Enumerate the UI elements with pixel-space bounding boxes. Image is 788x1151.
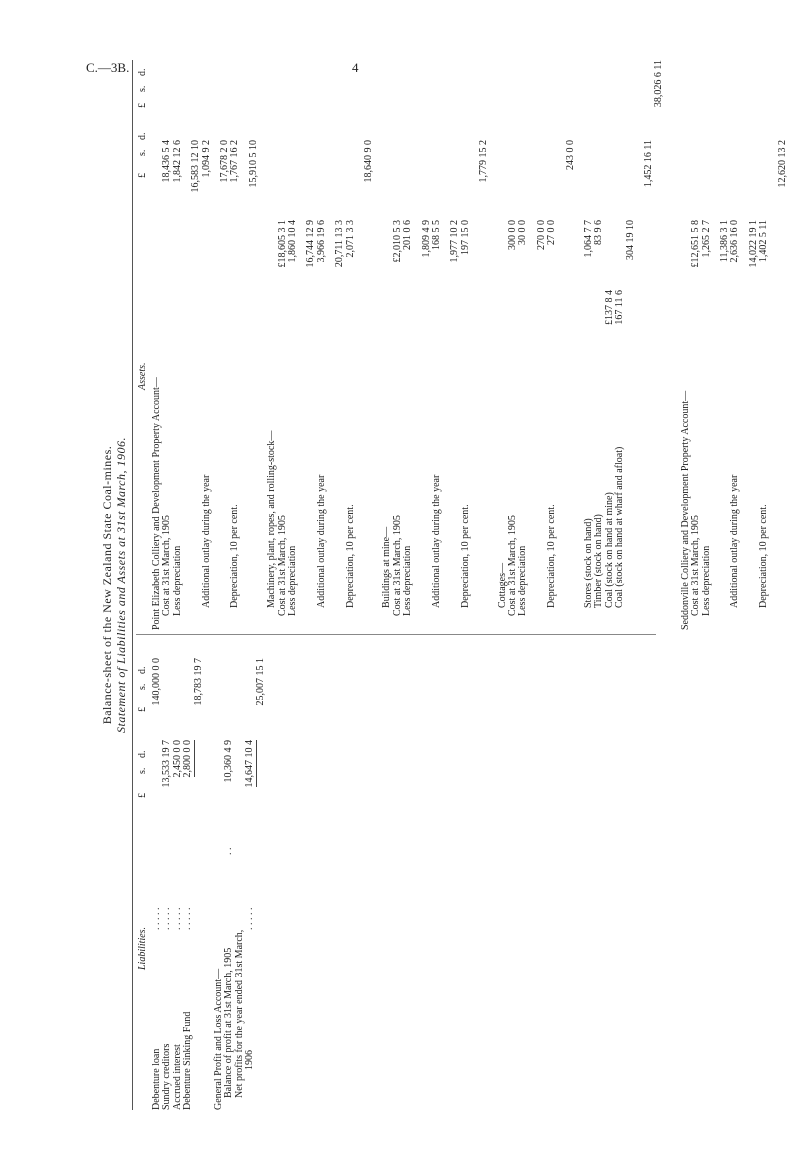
leader-dots: . . . . .: [151, 907, 162, 930]
asset-row: [730, 60, 740, 630]
asset-row: [278, 60, 288, 630]
asset-label: Point Elizabeth Colliery and Development Property Account—: [151, 377, 162, 630]
asset-row: [393, 60, 403, 630]
asset-label: Less depreciation: [171, 545, 183, 616]
asset-label: Additional outlay during the year: [729, 474, 741, 608]
asset-row: [691, 60, 701, 630]
liability-label: Net profits for the year ended 31st March,: [233, 929, 245, 1098]
asset-label: Buildings at mine—: [381, 526, 393, 608]
asset-amount-c2: 16,583 12 10: [190, 140, 202, 193]
liability-row: [256, 640, 266, 1110]
asset-amount-c1: 2,071 3 3: [344, 220, 356, 258]
asset-row: [432, 60, 442, 630]
asset-amount-c1: 14,022 19 1: [747, 220, 759, 268]
asset-amount-c2: 1,842 12 6: [171, 140, 183, 183]
asset-row: [654, 60, 664, 630]
asset-label: Depreciation, 10 per cent.: [546, 504, 558, 608]
liability-label: Sundry creditors: [161, 1043, 173, 1110]
asset-amount-c1: 1,977 10 2: [449, 220, 461, 263]
asset-label: Additional outlay during the year: [200, 474, 212, 608]
asset-currency-pence: d.: [137, 132, 148, 140]
liabilities-heading: Liabilities.: [137, 926, 148, 970]
asset-row: [317, 60, 327, 630]
balance-sheet: [96, 60, 788, 1110]
liability-row: [245, 640, 255, 1110]
asset-label: Depreciation, 10 per cent.: [229, 504, 241, 608]
leader-dots: . . . . .: [161, 907, 173, 930]
liability-label: 1906: [244, 1050, 256, 1070]
liability-amount-inner: 14,647 10 4: [244, 740, 256, 788]
asset-row: [288, 60, 298, 630]
asset-amount-c1: 83 9 6: [593, 220, 605, 245]
asset-label: Depreciation, 10 per cent.: [344, 504, 356, 608]
asset-amount-c1: 1,809 4 9: [420, 220, 432, 258]
asset-amount-c1: 11,386 3 1: [719, 220, 730, 263]
leader-dots: . .: [223, 847, 235, 855]
asset-amount-c2: 15,910 5 10: [247, 140, 259, 188]
sheet-subtitle: Statement of Liabilities and Assets at 31st March, 1906.: [114, 437, 128, 733]
asset-row: [403, 60, 413, 630]
asset-label: Depreciation, 10 per cent.: [758, 504, 770, 608]
asset-label: Less depreciation: [700, 545, 712, 616]
asset-label: Cost at 31st March, 1905: [391, 515, 403, 616]
column-divider: [136, 634, 656, 635]
asset-row: [249, 60, 259, 630]
asset-amount-c1: 16,744 12 9: [305, 220, 317, 268]
asset-label: Coal (stock on hand at mine): [603, 492, 615, 608]
asset-row: [479, 60, 489, 630]
liability-label: Balance of profit at 31st March, 1905: [223, 947, 235, 1098]
asset-amount-c1: 27 0 0: [546, 220, 558, 245]
asset-label: Machinery, plant, ropes, and rolling-stock—: [266, 430, 278, 608]
liability-amount-outer: 140,000 0 0: [151, 658, 162, 706]
asset-amount-c1: £18,605 3 1: [276, 220, 288, 268]
asset-label: Depreciation, 10 per cent.: [459, 504, 471, 608]
liability-amount-inner: 2,450 0 0: [171, 740, 183, 778]
asset-row: [566, 60, 576, 630]
liability-label: Accrued interest: [171, 1044, 183, 1110]
asset-amount-c1: 304 19 10: [624, 220, 636, 260]
currency-pence: d.: [137, 750, 148, 758]
liabilities-section: [138, 640, 618, 1110]
asset-row: [778, 60, 788, 630]
currency-pence-2: d.: [137, 666, 148, 674]
asset-row: [173, 60, 183, 630]
asset-label: Cottages—: [496, 563, 508, 608]
asset-amount-c2: 243 0 0: [564, 140, 576, 170]
asset-amount-c1: 270 0 0: [535, 220, 547, 250]
leader-dots: . . . . .: [182, 907, 194, 930]
leader-dots: . . . . .: [171, 907, 183, 930]
assets-section: [137, 60, 788, 630]
currency-pounds: £: [137, 793, 148, 798]
currency-pounds-2: £: [137, 707, 148, 712]
asset-currency-pounds-2: £: [137, 103, 148, 108]
asset-amount-c1: 300 0 0: [507, 220, 518, 250]
asset-amount-c1: 1,402 5 11: [758, 220, 770, 263]
liability-amount-inner: 13,533 19 7: [161, 740, 173, 788]
asset-amount-c3: 38,026 6 11: [653, 60, 665, 108]
asset-label: Additional outlay during the year: [315, 474, 327, 608]
asset-amount-c2: 1,094 9 2: [200, 140, 212, 178]
asset-amount-c2: 1,767 16 2: [229, 140, 241, 183]
liability-label: General Profit and Loss Account—: [213, 968, 224, 1110]
asset-currency-shillings-2: s.: [137, 85, 148, 92]
assets-heading: Assets.: [137, 362, 148, 390]
liability-row: [152, 640, 162, 1110]
asset-amount-c1: 168 5 5: [431, 220, 442, 250]
asset-amount-c0: £137 8 4: [603, 290, 615, 325]
asset-amount-c1: 1,265 2 7: [700, 220, 712, 258]
asset-label: Less depreciation: [287, 545, 298, 616]
asset-label: Seddonville Colliery and Development Property Account—: [679, 390, 691, 630]
asset-label: Additional outlay during the year: [431, 474, 442, 608]
asset-label: Stores (stock on hand): [583, 518, 594, 608]
asset-amount-c2: 18,640 9 0: [363, 140, 374, 183]
asset-amount-c2: 1,779 15 2: [478, 140, 490, 183]
asset-label: Less depreciation: [402, 545, 414, 616]
asset-label: Cost at 31st March, 1905: [507, 515, 518, 616]
asset-currency-shillings: s.: [137, 149, 148, 156]
sheet-title: Balance-sheet of the New Zealand State Coal-mines.: [100, 445, 114, 725]
rule-top: [132, 60, 133, 1110]
asset-amount-c1: 3,966 19 6: [315, 220, 327, 263]
liability-label: Debenture Sinking Fund: [182, 1011, 194, 1110]
liability-row: [183, 640, 193, 1110]
asset-amount-c1: 197 15 0: [459, 220, 471, 255]
liability-amount-outer: 18,783 19 7: [192, 658, 204, 706]
asset-amount-c1: 2,636 16 0: [729, 220, 741, 263]
liability-row: [235, 640, 245, 1110]
asset-amount-c2: 1,452 16 11: [643, 140, 654, 188]
currency-shillings: s.: [137, 767, 148, 774]
asset-amount-c1: £2,010 5 3: [391, 220, 403, 263]
currency-shillings-2: s.: [137, 683, 148, 690]
leader-dots: . . . . .: [244, 907, 256, 930]
asset-row: [759, 60, 769, 630]
asset-row: [508, 60, 518, 630]
asset-amount-c0: 167 11 6: [614, 290, 626, 325]
liability-amount-inner: 2,800 0 0: [182, 740, 194, 778]
liability-amount-inner: 10,360 4 9: [223, 740, 235, 783]
asset-label: Timber (stock on hand): [593, 514, 605, 608]
liability-amount-outer: 25,007 15 1: [254, 658, 266, 706]
asset-row: [202, 60, 212, 630]
asset-row: [702, 60, 712, 630]
asset-row: [230, 60, 240, 630]
asset-label: Cost at 31st March, 1905: [690, 515, 702, 616]
liability-row: [162, 640, 172, 1110]
asset-row: [626, 60, 636, 630]
asset-row: [346, 60, 356, 630]
asset-row: [644, 60, 654, 630]
liability-row: [194, 640, 204, 1110]
asset-row: [547, 60, 557, 630]
asset-amount-c2: 12,620 13 2: [776, 140, 788, 188]
page-number: 4: [352, 60, 359, 75]
asset-amount-c1: 1,064 7 7: [583, 220, 594, 258]
asset-amount-c1: 30 0 0: [517, 220, 529, 245]
asset-amount-c2: 17,678 2 0: [219, 140, 230, 183]
asset-row: [461, 60, 471, 630]
asset-currency-pence-2: d.: [137, 68, 148, 76]
asset-amount-c1: 20,711 13 3: [334, 220, 346, 268]
asset-label: Less depreciation: [517, 545, 529, 616]
asset-row: [615, 60, 625, 630]
asset-label: Cost at 31st March, 1905: [161, 515, 173, 616]
asset-currency-pounds: £: [137, 173, 148, 178]
asset-amount-c1: 1,860 10 4: [287, 220, 298, 263]
liability-label: Debenture loan: [151, 1048, 162, 1110]
page-reference: C.—3B.: [86, 60, 130, 75]
asset-label: Coal (stock on hand at wharf and afloat): [614, 446, 626, 608]
asset-row: [364, 60, 374, 630]
asset-row: [518, 60, 528, 630]
asset-amount-c1: £12,651 5 8: [690, 220, 702, 268]
asset-label: Cost at 31st March, 1905: [276, 515, 288, 616]
asset-amount-c1: 201 0 6: [402, 220, 414, 250]
asset-amount-c2: 18,436 5 4: [161, 140, 173, 183]
